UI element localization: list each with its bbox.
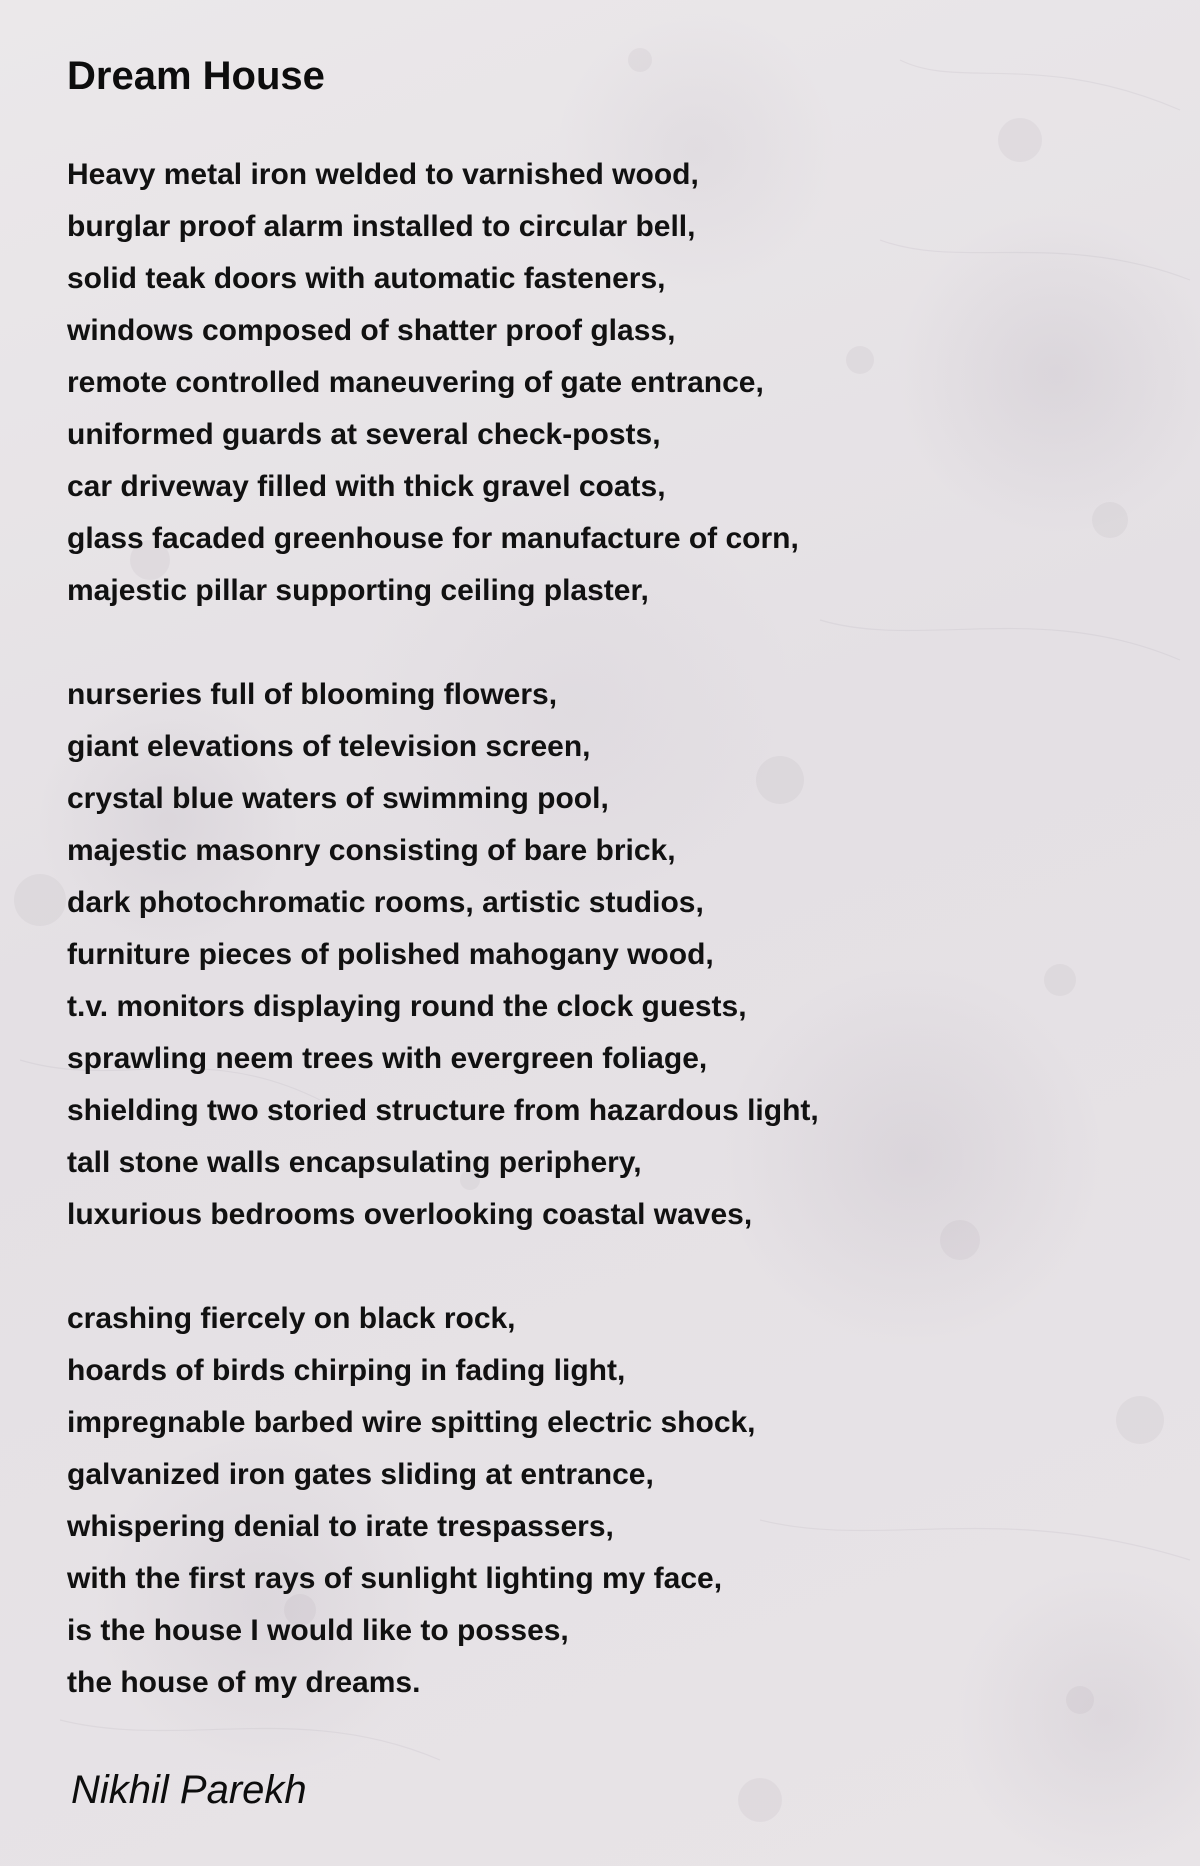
poem-line: windows composed of shatter proof glass, xyxy=(67,314,676,347)
poem-line: crystal blue waters of swimming pool, xyxy=(67,782,609,815)
poem-line: car driveway filled with thick gravel coats, xyxy=(67,470,666,503)
poem-line: majestic pillar supporting ceiling plaster, xyxy=(67,574,649,607)
poem-line: impregnable barbed wire spitting electric shock, xyxy=(67,1406,756,1439)
poem-title: Dream House xyxy=(67,54,325,98)
poem-line: glass facaded greenhouse for manufacture of corn, xyxy=(67,522,799,555)
poem-line: uniformed guards at several check-posts, xyxy=(67,418,661,451)
poem-line: with the first rays of sunlight lighting my face, xyxy=(67,1562,723,1595)
poem-line: tall stone walls encapsulating periphery, xyxy=(67,1146,642,1179)
poem-line: giant elevations of television screen, xyxy=(67,730,591,763)
stanza xyxy=(67,149,819,617)
poem-line: solid teak doors with automatic fasteners, xyxy=(67,262,666,295)
poem-line: Heavy metal iron welded to varnished wood, xyxy=(67,158,699,191)
poem-line: furniture pieces of polished mahogany wood, xyxy=(67,938,714,971)
poem-line: the house of my dreams. xyxy=(67,1666,421,1699)
poem-body xyxy=(67,149,819,1709)
poem-line: shielding two storied structure from hazardous light, xyxy=(67,1094,819,1127)
stanza xyxy=(67,1293,819,1709)
poem-line: whispering denial to irate trespassers, xyxy=(67,1510,614,1543)
poem-line: t.v. monitors displaying round the clock guests, xyxy=(67,990,747,1023)
poem-author: Nikhil Parekh xyxy=(71,1768,307,1812)
poem-line: galvanized iron gates sliding at entrance, xyxy=(67,1458,654,1491)
poem-line: crashing fiercely on black rock, xyxy=(67,1302,516,1335)
poem-line: hoards of birds chirping in fading light, xyxy=(67,1354,626,1387)
poem-line: is the house I would like to posses, xyxy=(67,1614,569,1647)
poem-line: majestic masonry consisting of bare brick, xyxy=(67,834,676,867)
poem xyxy=(67,48,1127,1699)
poem-line: luxurious bedrooms overlooking coastal waves, xyxy=(67,1198,753,1231)
poem-line: sprawling neem trees with evergreen foliage, xyxy=(67,1042,708,1075)
poem-line: remote controlled maneuvering of gate entrance, xyxy=(67,366,764,399)
poem-line: nurseries full of blooming flowers, xyxy=(67,678,558,711)
stanza xyxy=(67,669,819,1241)
poem-line: dark photochromatic rooms, artistic studios, xyxy=(67,886,704,919)
poem-line: burglar proof alarm installed to circular bell, xyxy=(67,210,696,243)
